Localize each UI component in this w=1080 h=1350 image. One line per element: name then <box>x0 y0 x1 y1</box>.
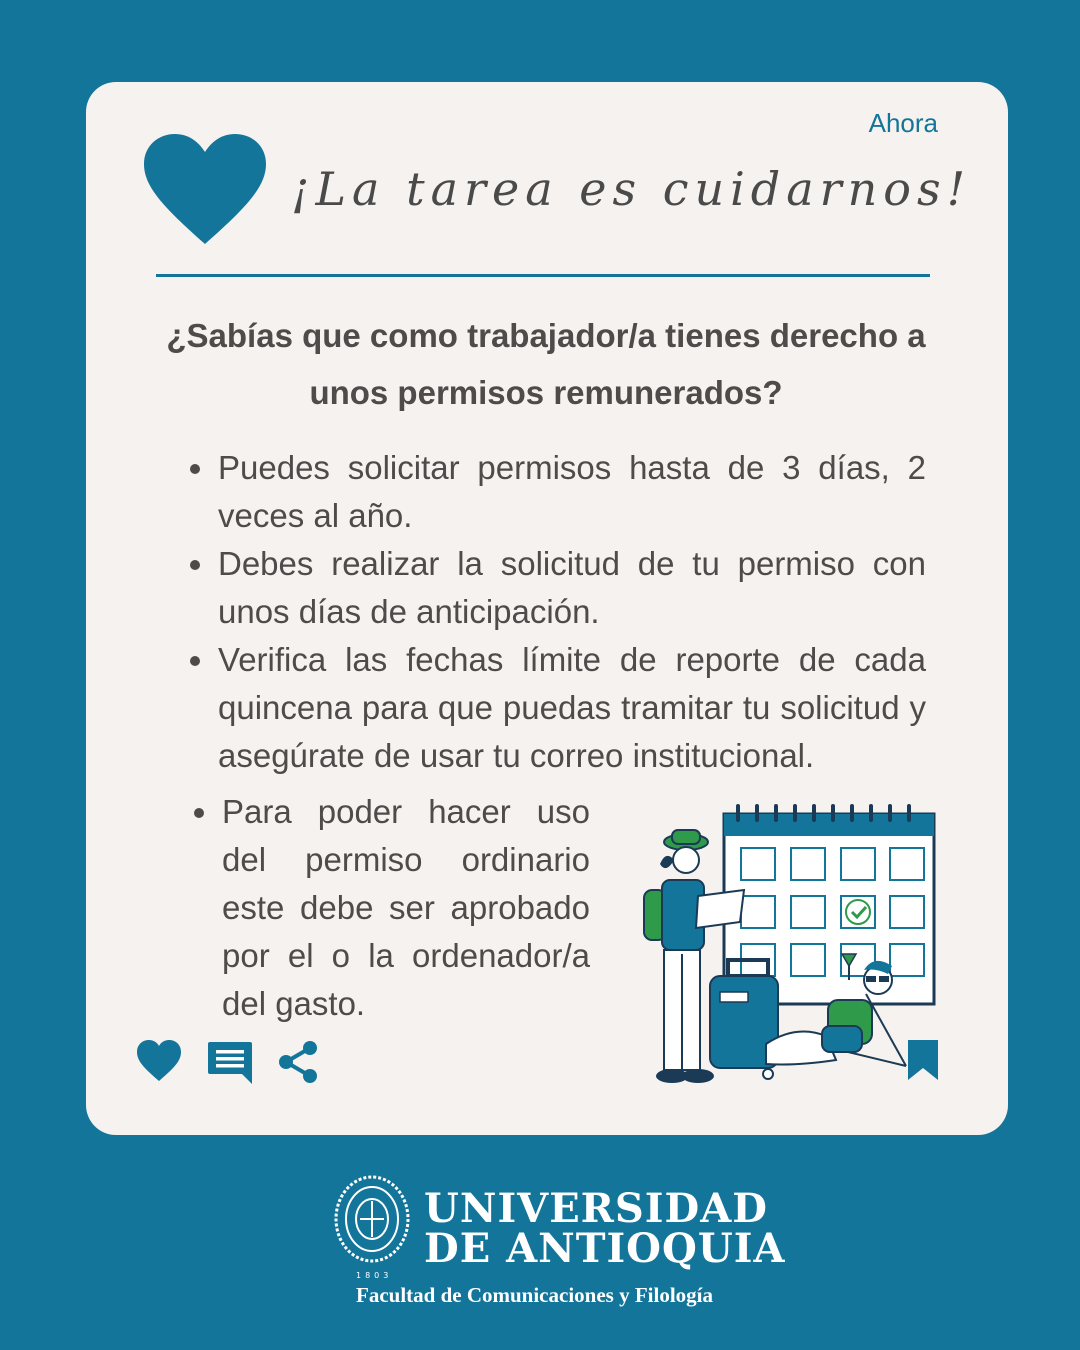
comment-icon[interactable] <box>206 1040 254 1086</box>
post-title: ¡La tarea es cuidarnos! <box>291 162 972 216</box>
university-seal-icon <box>332 1175 412 1285</box>
list-item: Puedes solicitar permisos hasta de 3 días, 2 veces al año. <box>186 444 926 540</box>
founding-year: 1803 <box>356 1271 393 1280</box>
heart-icon <box>142 134 268 246</box>
university-name-line2: DE ANTIOQUIA <box>424 1225 786 1272</box>
post-timestamp: Ahora <box>868 108 938 138</box>
university-name-line1: UNIVERSIDAD <box>424 1185 768 1232</box>
university-logo <box>332 1175 786 1315</box>
vacation-illustration <box>616 804 946 1104</box>
list-item: Debes realizar la solicitud de tu permiso con unos días de anticipación. <box>186 540 926 636</box>
post-card <box>86 82 1008 1135</box>
bullet-list <box>186 444 926 780</box>
list-item: Para poder hacer uso del permiso ordinario este debe ser aprobado por el o la ordenador/a del gasto. <box>190 788 590 1028</box>
heart-icon[interactable] <box>136 1040 182 1082</box>
bullet-list-secondary <box>190 788 590 1028</box>
post-question: ¿Sabías que como trabajador/a tienes derecho a unos permisos remunerados? <box>166 317 926 411</box>
share-icon[interactable] <box>276 1040 320 1084</box>
list-item: Verifica las fechas límite de reporte de cada quincena para que puedas tramitar tu solicitud y asegúrate de usar tu correo institucional. <box>186 636 926 780</box>
bookmark-icon[interactable] <box>904 1040 942 1080</box>
faculty-name: Facultad de Comunicaciones y Filología <box>356 1283 713 1307</box>
divider <box>156 274 930 277</box>
